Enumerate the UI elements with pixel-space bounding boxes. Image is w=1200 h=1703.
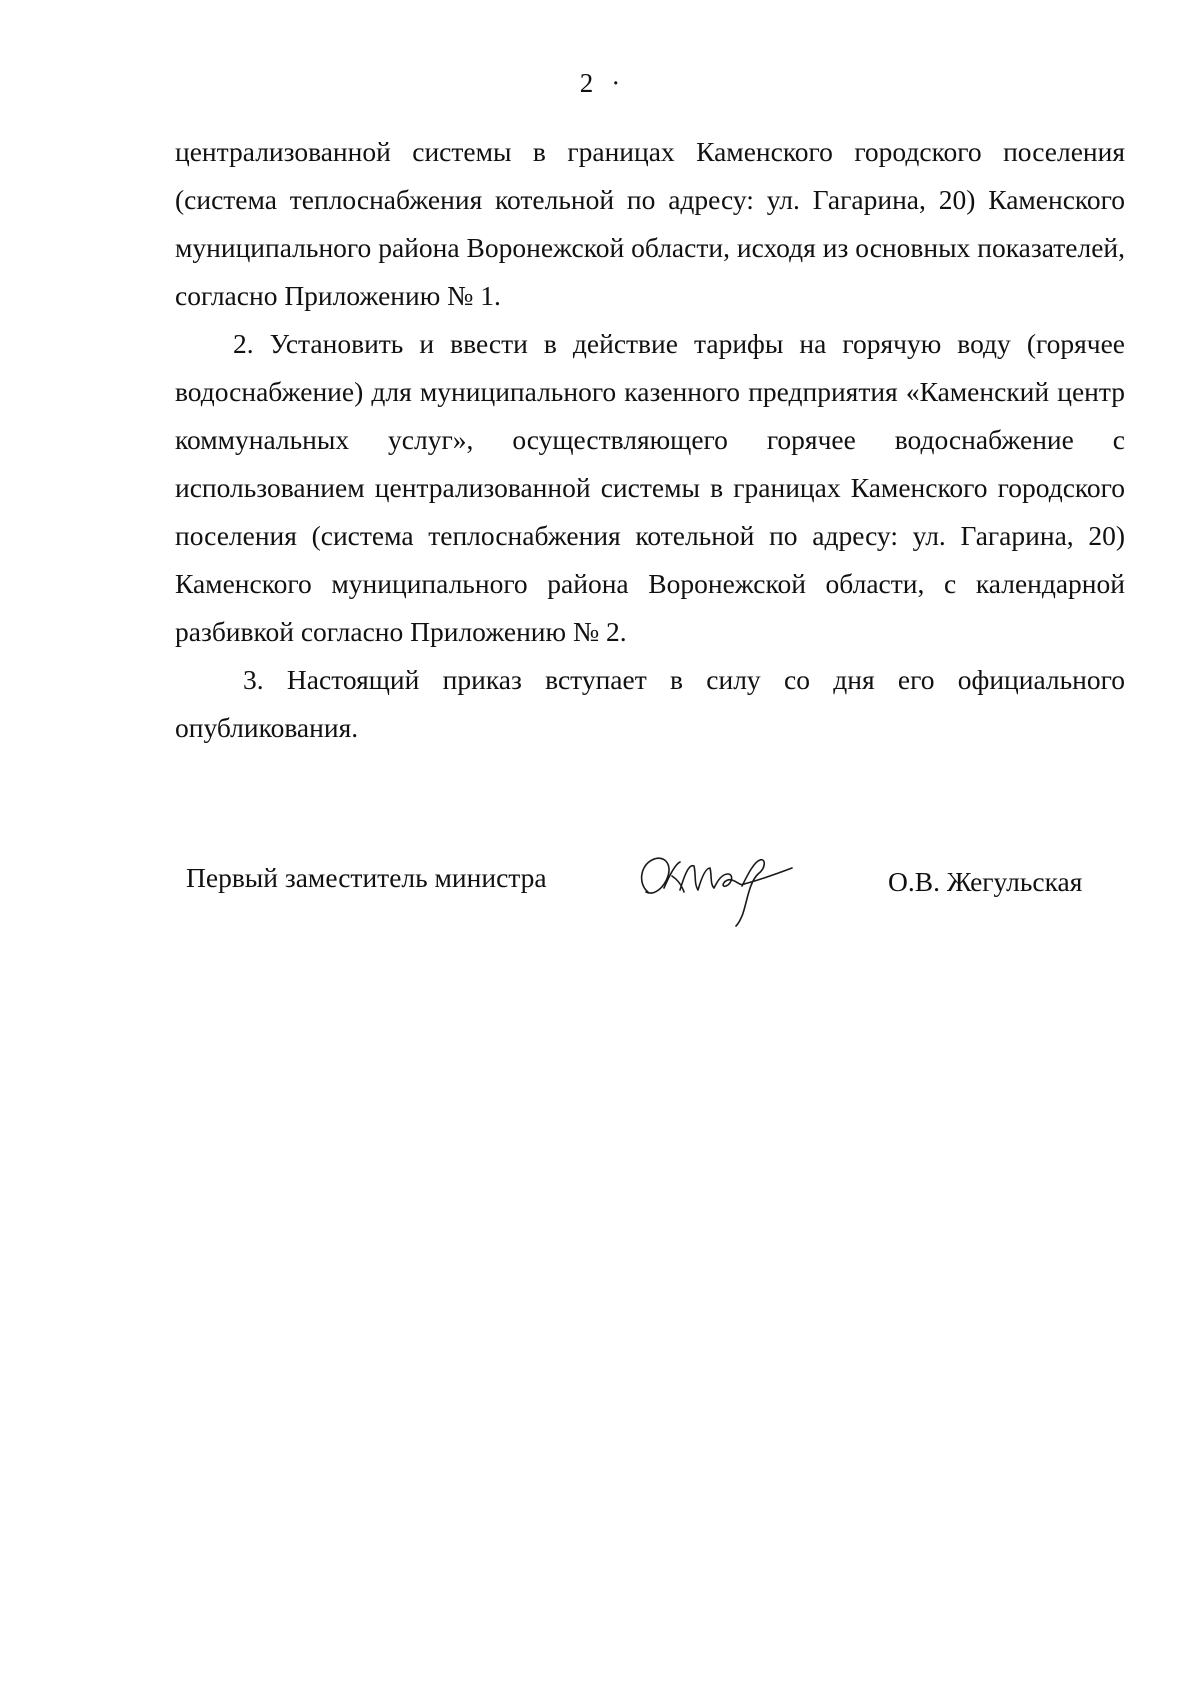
paragraph-item-2: 2. Установить и ввести в действие тарифы на горячую воду (горячее водоснабжение) для муниципального казенного предприятия «Каменский центр коммунальных услуг», осуществляющего горячее водоснабжение с использованием централизованной системы в границах Каменского городского поселения (система теплоснабжения котельной по адресу: ул. Гагарина, 20) Каменского муниципального района Воронежской области, с календарной разбивкой согласно Приложению № 2. bbox=[175, 328, 1125, 647]
signatory-position: Первый заместитель министра bbox=[186, 862, 547, 893]
signer-name: О.В. Жегульская bbox=[888, 866, 1083, 897]
paragraph-item-3: 3. Настоящий приказ вступает в силу со дня его официального опубликования. bbox=[175, 664, 1125, 743]
page-number bbox=[0, 70, 1200, 97]
signature-block bbox=[0, 840, 1200, 940]
paragraph-continuation: централизованной системы в границах Каменского городского поселения (система теплоснабжения котельной по адресу: ул. Гагарина, 20) Каменского муниципального района Воронежской области, исходя из основных показателей, согласно Приложению № 1. bbox=[175, 136, 1125, 311]
page-number-value: 2 bbox=[579, 68, 594, 98]
handwritten-signature bbox=[620, 840, 800, 930]
document-body bbox=[175, 128, 1125, 752]
page-mark: · bbox=[611, 68, 621, 98]
